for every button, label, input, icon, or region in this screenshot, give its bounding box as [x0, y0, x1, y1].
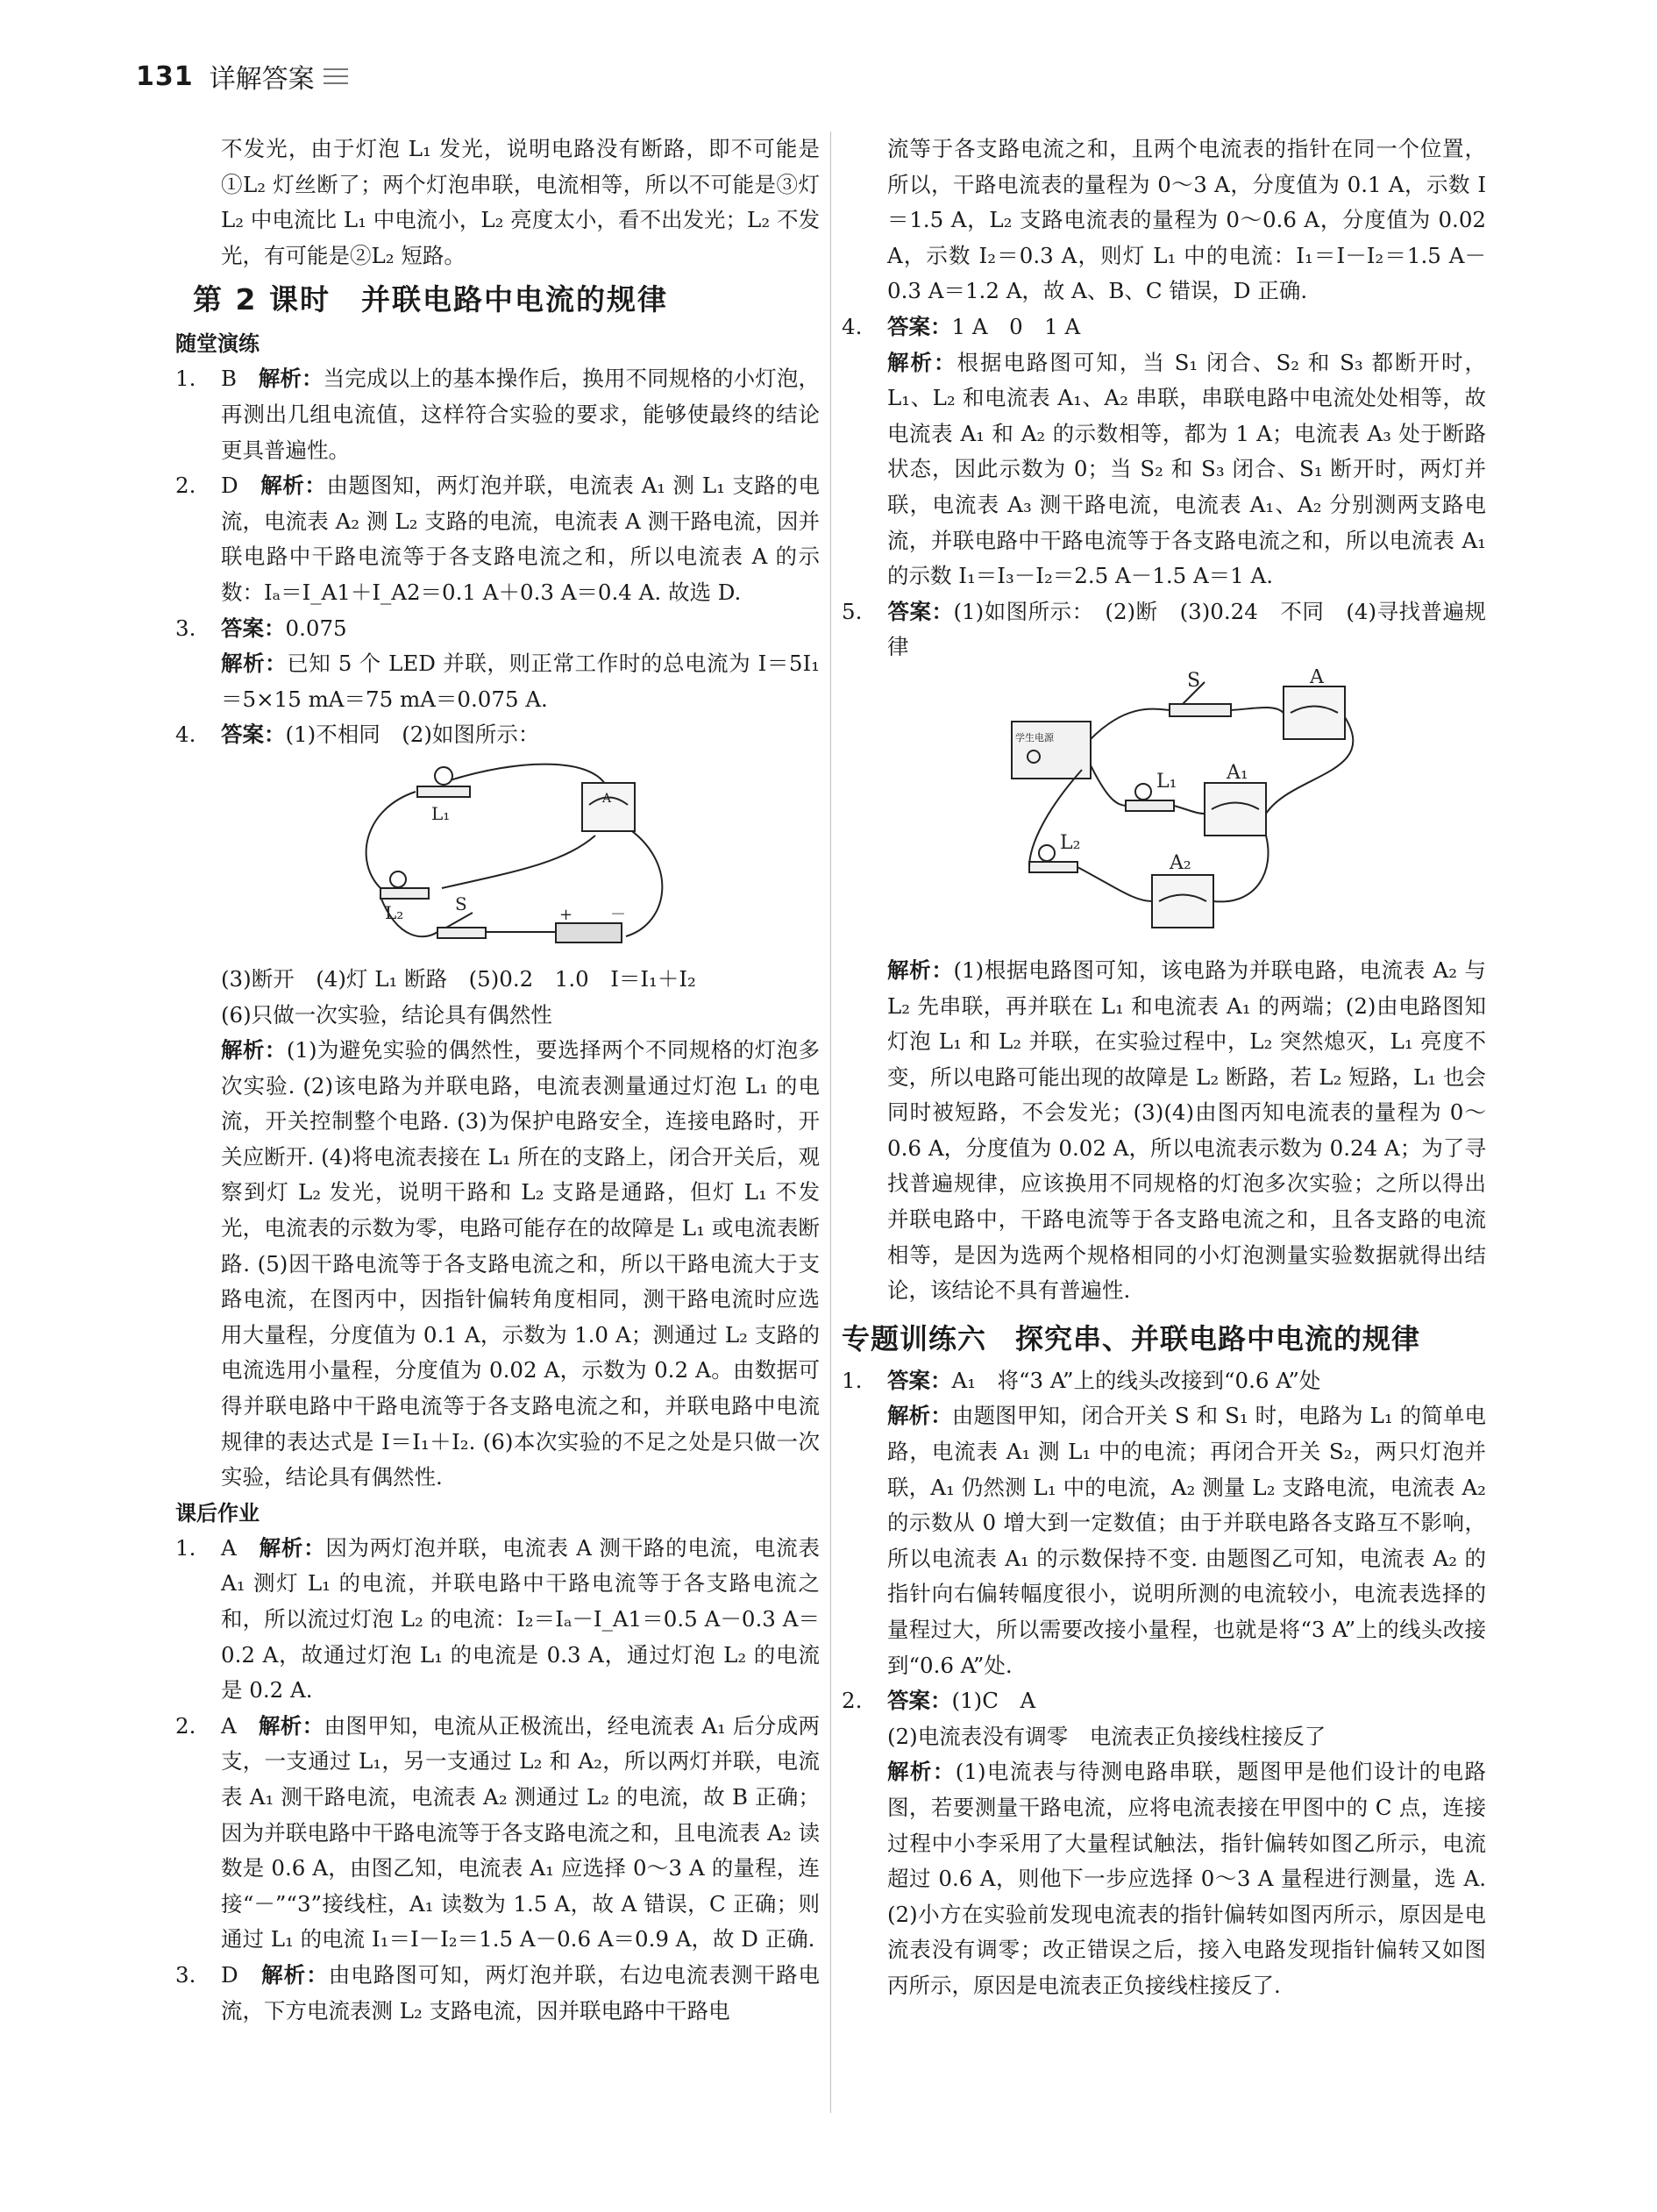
- analysis-text: 由题图甲知，闭合开关 S 和 S₁ 时，电路为 L₁ 的简单电路，电流表 A₁ 测 L₁ 中的电流；再闭合开关 S₂，两只灯泡并联，A₁ 仍然测 L₁ 中的电流，A₂ 测量 L₂ 支路电流，电流表 A₂ 的示数从 0 增大到一定数值；由于并联电路各支路互不影响，所以电流表 A₁ 的示数保持不变. 由题图乙可知，电流表 A₂ 的指针向右偏转幅度很小，说明所测的电流较小，电流表选择的量程过大，所以需要改接小量程，也就是将“3 A”上的线头改接到“0.6 A”处.: [887, 1403, 1486, 1678]
- page-number: 131: [136, 60, 194, 92]
- label-s: S: [454, 893, 467, 914]
- label-l1: L₁: [430, 802, 450, 824]
- question-number: 4.: [842, 313, 863, 339]
- analysis-text: (1)为避免实验的偶然性，要选择两个不同规格的灯泡多次实验. (2)该电路为并联电路，电流表测量通过灯泡 L₁ 的电流，开关控制整个电路. (3)为保护电路安全，连接电路时，开关应断开. (4)将电流表接在 L₁ 所在的支路上，闭合开关后，观察到灯 L₂ 发光，说明干路和 L₂ 支路是通路，但灯 L₁ 不发光，电流表的示数为零，电路可能存在的故障是 L₁ 或电流表断路. (5)因干路电流等于各支路电流之和，所以干路电流大于支路电流，在图丙中，因指针偏转角度相同，测干路电流时应选用大量程，分度值为 0.1 A，示数为 1.0 A；测通过 L₂ 支路的电流选用小量程，分度值为 0.02 A，示数为 0.2 A。由数据可得并联电路中干路电流等于各支路电流之和，并联电路中电流规律的表达式是 I＝I₁＋I₂. (6)本次实验的不足之处是只做一次实验，结论具有偶然性.: [221, 1037, 821, 1490]
- answer-choice: D: [221, 473, 261, 499]
- subsection-class-practice: 随堂演练: [175, 331, 260, 357]
- label-l2: L₂: [1059, 831, 1080, 854]
- analysis-text: 由电路图可知，两灯泡并联，右边电流表测干路电流，下方电流表测 L₂ 支路电流，因并联电路中干路电: [221, 1961, 820, 2024]
- page-header: [136, 54, 348, 98]
- analysis-text: (1)电流表与待测电路串联，题图甲是他们设计的电路图，若要测量干路电流，应将电流表接在甲图中的 C 点，连接过程中小李采用了大量程试触法，指针偏转如图乙所示，电流超过 0.6 A，则他下一步应选择 0～3 A 量程进行测量，选 A. (2)小方在实验前发现电流表的指针偏转如图丙所示，原因是电流表没有调零；改正错误之后，接入电路发现指针偏转又如图丙所示，原因是电流表正负接线柱接反了.: [887, 1759, 1487, 1998]
- analysis-label: 解析：: [260, 473, 327, 499]
- question-number: 1.: [175, 1534, 196, 1561]
- question-number: 2.: [175, 1712, 196, 1739]
- question-number: 3.: [175, 615, 196, 641]
- circuit-figure-1: [345, 757, 696, 958]
- analysis-label: 解析：: [221, 651, 288, 677]
- answer-text-2: (2)电流表没有调零 电流表正负接线柱接反了: [887, 1723, 1326, 1749]
- intro-paragraph: 不发光，由于灯泡 L₁ 发光，说明电路没有断路，即不可能是①L₂ 灯丝断了；两个灯泡串联，电流相等，所以不可能是③灯 L₂ 中电流比 L₁ 中电流小，L₂ 亮度太小，看不出发光；L₂ 不发光，有可能是②L₂ 短路。: [221, 136, 820, 268]
- answer-text: (1)C A: [951, 1688, 1036, 1714]
- circuit-figure-2: [994, 669, 1380, 950]
- question-number: 2.: [842, 1688, 863, 1714]
- continued-paragraph: 流等于各支路电流之和，且两个电流表的指针在同一个位置，所以，干路电流表的量程为 0～3 A，分度值为 0.1 A，示数 I＝1.5 A，L₂ 支路电流表的量程为 0～0.6 A，分度值为 0.02 A，示数 I₂＝0.3 A，则灯 L₁ 中的电流：I₁＝I－I₂＝1.5 A－0.3 A＝1.2 A，故 A、B、C 错误，D 正确.: [887, 136, 1486, 304]
- subsection-homework: 课后作业: [175, 1500, 260, 1526]
- right-column: [842, 132, 1486, 2004]
- homework-2: [175, 1709, 820, 1958]
- question-number: 5.: [842, 598, 863, 624]
- question-2: [175, 468, 820, 610]
- label-a1: A₁: [1226, 761, 1248, 784]
- section-title: 第 2 课时 并联电路中电流的规律: [193, 282, 668, 317]
- answer-label: 答案：: [887, 1688, 952, 1714]
- question-number: 4.: [175, 722, 196, 748]
- answer-choice: A: [221, 1534, 260, 1561]
- analysis-text: 由题图知，两灯泡并联，电流表 A₁ 测 L₁ 支路的电流，电流表 A₂ 测 L₂ 支路的电流，电流表 A 测干路电流，因并联电路中干路电流等于各支路电流之和，所以电流表 A 的示数：Iₐ＝I_A1＋I_A2＝0.1 A＋0.3 A＝0.4 A. 故选 D.: [221, 473, 820, 605]
- analysis-label: 解析：: [261, 1961, 329, 1988]
- analysis-label: 解析：: [887, 957, 954, 983]
- answer-choice: A: [221, 1712, 259, 1739]
- question-r5: [842, 594, 1486, 1309]
- label-a: A: [601, 791, 611, 806]
- question-r4: [842, 309, 1486, 594]
- answer-label: 答案：: [887, 313, 952, 339]
- topic-question-1: [842, 1363, 1486, 1683]
- analysis-text: 已知 5 个 LED 并联，则正常工作时的总电流为 I＝5I₁＝5×15 mA＝75 mA＝0.075 A.: [221, 651, 821, 712]
- label-l2: L₂: [384, 901, 403, 923]
- analysis-label: 解析：: [887, 1403, 952, 1429]
- homework-1: [175, 1531, 820, 1709]
- answer-text-2: (3)断开 (4)灯 L₁ 断路 (5)0.2 1.0 I＝I₁＋I₂: [221, 965, 696, 992]
- answer-text-3: (6)只做一次实验，结论具有偶然性: [221, 1001, 552, 1028]
- question-number: 1.: [842, 1367, 863, 1393]
- answer-text: (1)不相同 (2)如图所示：: [285, 722, 540, 748]
- question-number: 2.: [175, 473, 196, 499]
- header-title: 详解答案: [209, 64, 315, 95]
- answer-text: 0.075: [285, 615, 347, 641]
- analysis-text: 由图甲知，电流从正极流出，经电流表 A₁ 后分成两支，一支通过 L₁，另一支通过 L₂ 和 A₂，所以两灯并联，电流表 A₁ 测干路电流，电流表 A₂ 测通过 L₂ 的电流，故 B 正确；因为并联电路中干路电流等于各支路电流之和，且电流表 A₂ 读数是 0.6 A，由图乙知，电流表 A₁ 应选择 0～3 A 的量程，连接“－”“3”接线柱，A₁ 读数为 1.5 A，故 A 错误，C 正确；则通过 L₁ 的电流 I₁＝I－I₂＝1.5 A－0.6 A＝0.9 A，故 D 正确.: [221, 1712, 820, 1952]
- label-minus: －: [609, 905, 626, 924]
- analysis-text: 当完成以上的基本操作后，换用不同规格的小灯泡，再测出几组电流值，这样符合实验的要求，能够使最终的结论更具普遍性。: [221, 366, 820, 463]
- analysis-label: 解析：: [221, 1037, 287, 1063]
- analysis-label: 解析：: [258, 1712, 324, 1739]
- answer-choice: D: [221, 1961, 262, 1988]
- answer-label: 答案：: [887, 598, 954, 624]
- answer-label: 答案：: [887, 1367, 952, 1393]
- question-1: [175, 361, 820, 468]
- answer-text: 1 A 0 1 A: [951, 313, 1081, 339]
- answer-label: 答案：: [221, 722, 286, 748]
- analysis-text: 因为两灯泡并联，电流表 A 测干路的电流，电流表 A₁ 测灯 L₁ 的电流，并联电路中干路电流等于各支路电流之和，所以流过灯泡 L₂ 的电流：I₂＝Iₐ－I_A1＝0.5 A－0.3 A＝0.2 A，故通过灯泡 L₁ 的电流是 0.3 A，通过灯泡 L₂ 的电流是 0.2 A.: [221, 1534, 820, 1703]
- analysis-text: 根据电路图可知，当 S₁ 闭合、S₂ 和 S₃ 都断开时，L₁、L₂ 和电流表 A₁、A₂ 串联，串联电路中电流处处相等，故电流表 A₁ 和 A₂ 的示数相等，都为 1 A；电流表 A₃ 处于断路状态，因此示数为 0；当 S₂ 和 S₃ 闭合、S₁ 断开时，两灯并联，电流表 A₃ 测干路电流，电流表 A₁、A₂ 分别测两支路电流，并联电路中干路电流等于各支路电流之和，所以电流表 A₁ 的示数 I₁＝I₃－I₂＝2.5 A－1.5 A＝1 A.: [887, 349, 1486, 589]
- question-4: [175, 717, 820, 1496]
- header-decoration: [324, 68, 348, 84]
- analysis-label: 解析：: [887, 1759, 956, 1785]
- question-number: 3.: [175, 1961, 196, 1988]
- answer-label: 答案：: [221, 615, 286, 641]
- analysis-label: 解析：: [259, 1534, 326, 1561]
- homework-3: [175, 1958, 820, 2029]
- question-3: [175, 611, 820, 718]
- column-divider: [830, 132, 831, 2113]
- left-column: [175, 132, 820, 2029]
- section-title-2: 专题训练六 探究串、并联电路中电流的规律: [842, 1321, 1421, 1355]
- label-s: S: [1186, 669, 1200, 692]
- answer-text: A₁ 将“3 A”上的线头改接到“0.6 A”处: [951, 1367, 1321, 1393]
- analysis-label: 解析：: [887, 349, 957, 375]
- answer-text: (1)如图所示： (2)断 (3)0.24 不同 (4)寻找普遍规律: [887, 598, 1486, 660]
- topic-question-2: [842, 1683, 1486, 2003]
- question-number: 1.: [175, 366, 196, 392]
- label-a: A: [1309, 668, 1324, 688]
- label-l1: L₁: [1156, 770, 1177, 793]
- label-supply: 学生电源: [1014, 731, 1054, 743]
- label-plus: +: [558, 905, 572, 924]
- analysis-label: 解析：: [258, 366, 324, 392]
- label-a2: A₂: [1169, 851, 1191, 874]
- analysis-text: (1)根据电路图可知，该电路为并联电路，电流表 A₂ 与 L₂ 先串联，再并联在 L₁ 和电流表 A₁ 的两端；(2)由电路图知灯泡 L₁ 和 L₂ 并联，在实验过程中，L₂ 突然熄灭，L₁ 亮度不变，所以电路可能出现的故障是 L₂ 断路，若 L₂ 短路，L₁ 也会同时被短路，不会发光；(3)(4)由图丙知电流表的量程为 0～0.6 A，分度值为 0.02 A，所以电流表示数为 0.24 A；为了寻找普遍规律，应该换用不同规格的灯泡多次实验；之所以得出并联电路中，干路电流等于各支路电流之和，且各支路的电流相等，是因为选两个规格相同的小灯泡测量实验数据就得出结论，该结论不具有普遍性.: [887, 957, 1487, 1304]
- answer-choice: B: [221, 366, 259, 392]
